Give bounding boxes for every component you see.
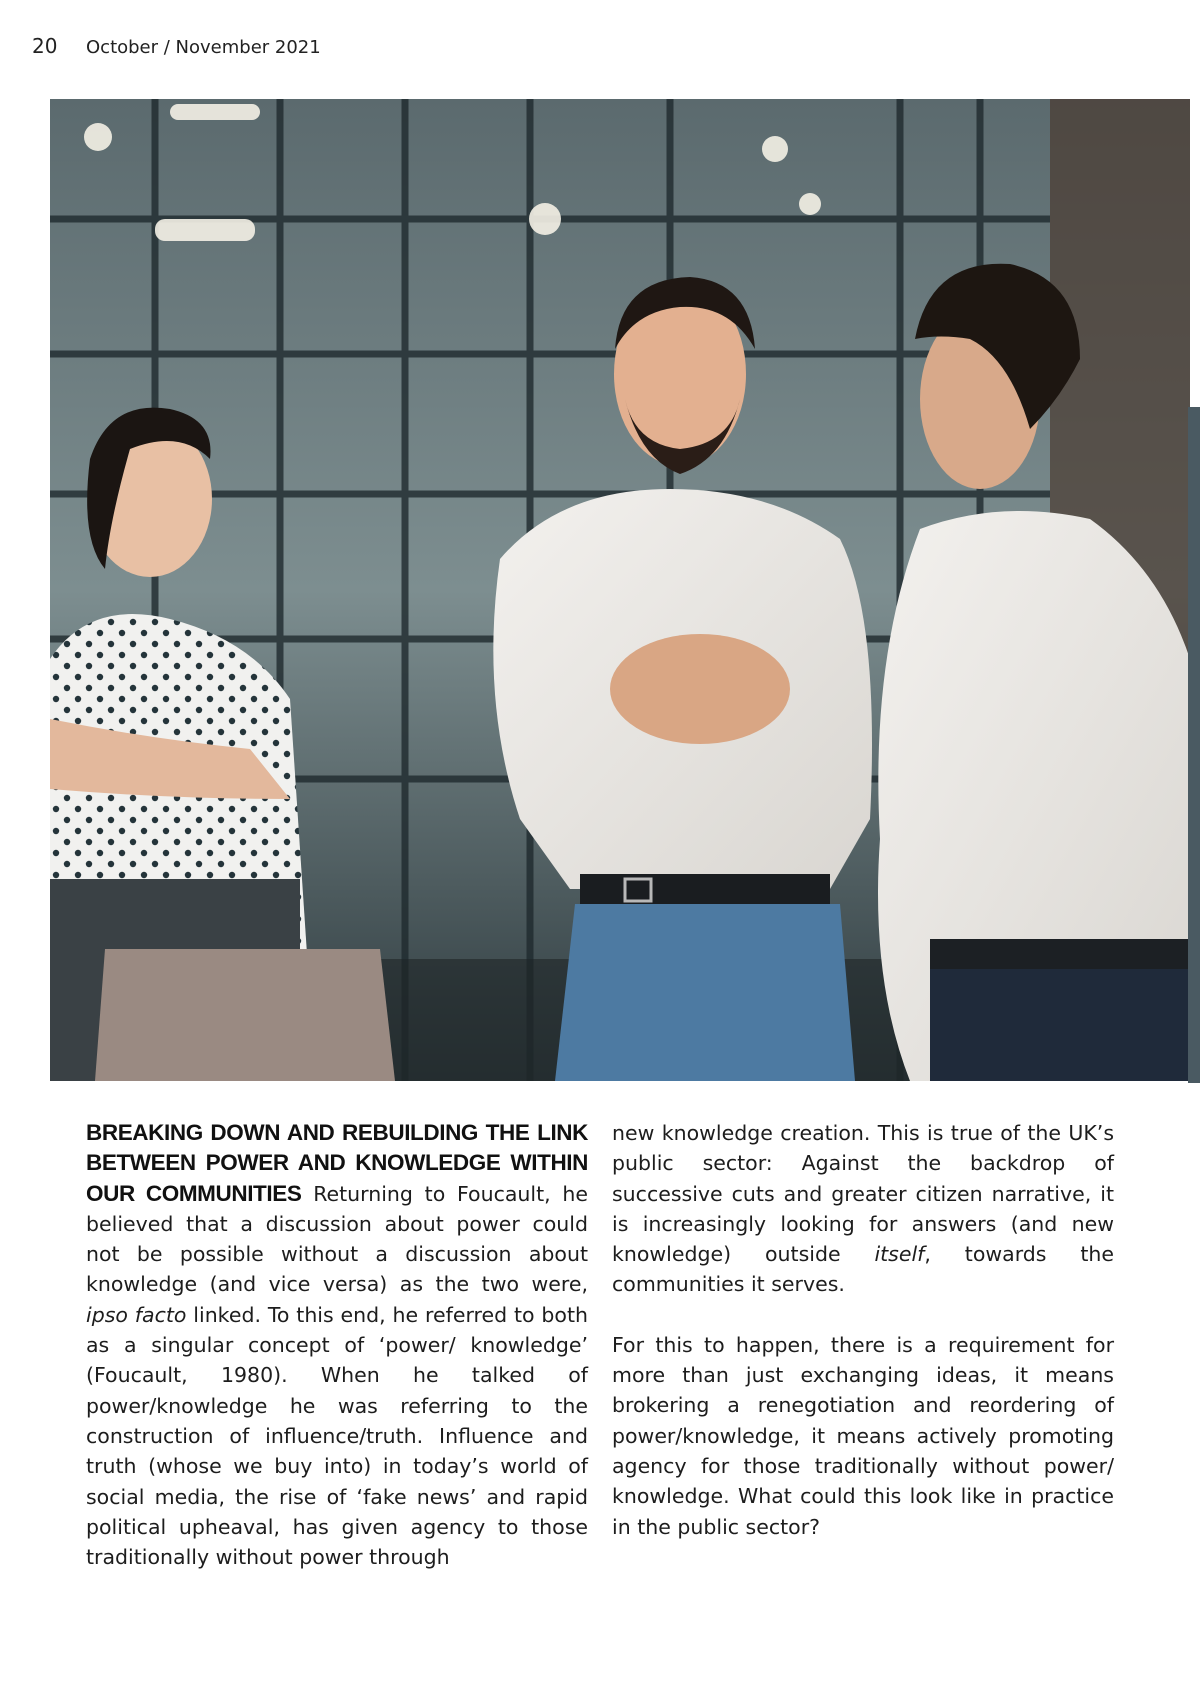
italic-word: itself bbox=[874, 1242, 925, 1267]
issue-date: October / November 2021 bbox=[86, 37, 321, 58]
body-text: Returning to Foucault, he believed that a discussion about power could not be possible without a discussion about knowledge (and vice versa) as the two were, bbox=[86, 1181, 588, 1297]
body-text: new knowledge creation. This is true of the UK’s public sector: Against the backdrop of successive cuts and greater citizen narrative, it is increasingly looking for answers (and new knowledge) outside bbox=[612, 1121, 1114, 1267]
right-paragraph-1 bbox=[612, 1118, 1114, 1300]
left-paragraph bbox=[86, 1118, 588, 1572]
italic-phrase: ipso facto bbox=[86, 1302, 187, 1327]
body-text: , towards the communities it serves. bbox=[612, 1242, 1114, 1297]
page-edge-bar bbox=[1188, 407, 1200, 1083]
body-text: linked. To this end, he referred to both as a singular concept of ‘power/ knowledge’ (Foucault, 1980). When he talked of power/knowledge he was referring to the construction of influence/truth. Influence and truth (whose we buy into) in today’s world of social media, the rise of ‘fake news’ and rapid political upheaval, has given agency to those traditionally without power through bbox=[86, 1302, 589, 1570]
section-heading: BREAKING DOWN AND REBUILDING THE LINK BETWEEN POWER AND KNOWLEDGE WITHIN OUR COMMUNITIES bbox=[86, 1120, 588, 1206]
office-meeting-illustration bbox=[50, 99, 1190, 1081]
article-left-column bbox=[86, 1118, 588, 1572]
right-paragraph-2: For this to happen, there is a requirement for more than just exchanging ideas, it means brokering a renegotiation and reordering of power/knowledge, it means actively promoting agency for those traditionally without power/ knowledge. What could this look like in practice in the public sector? bbox=[612, 1332, 1114, 1539]
page-number: 20 bbox=[32, 34, 58, 58]
article-photo bbox=[50, 99, 1190, 1081]
article-right-column bbox=[612, 1118, 1114, 1542]
